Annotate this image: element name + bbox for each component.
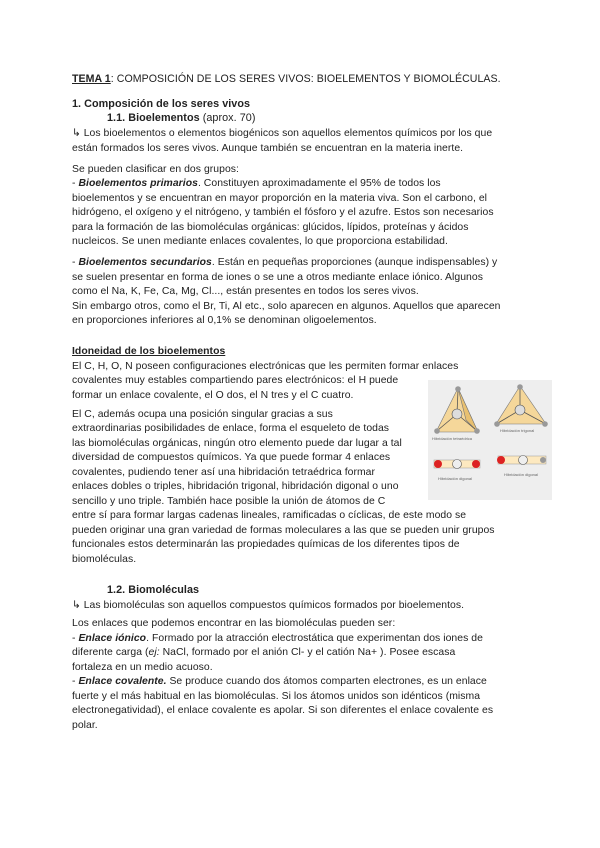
paragraph-line: formar un enlace covalente, el O dos, el N tres y el C cuatro. (72, 390, 354, 401)
title-text: : COMPOSICIÓN DE LOS SERES VIVOS: BIOELEMENTOS Y BIOMOLÉCULAS. (110, 73, 501, 85)
secundarios-label: Bioelementos secundarios (78, 257, 212, 268)
title-label: TEMA 1 (72, 73, 111, 85)
figure-caption: Hibridación trigonal (500, 428, 535, 433)
paragraph-line: ↳ Los bioelementos o elementos biogénicos son aquellos elementos químicos por los que (72, 128, 493, 139)
paragraph-line: - Bioelementos secundarios. Están en pequeñas proporciones (aunque indispensables) y (72, 257, 498, 268)
subsection-heading (107, 112, 255, 125)
subsection-title: 1.1. Bioelementos (107, 112, 200, 124)
subsection-heading: 1.2. Biomoléculas (107, 584, 200, 596)
section-heading: 1. Composición de los seres vivos (72, 98, 251, 110)
covalente-label: Enlace covalente. (78, 676, 167, 687)
paragraph-line: - Bioelementos primarios. Constituyen aproximadamente el 95% de todos los (72, 178, 441, 189)
paragraph-line: El C, además ocupa una posición singular gracias a sus (72, 409, 333, 420)
paragraph-line: biomoléculas. (72, 554, 137, 565)
paragraph-line: ↳ Las biomoléculas son aquellos compuestos químicos formados por bioelementos. (72, 600, 465, 611)
paragraph-line: nucleicos. Se unen mediante enlaces covalentes, lo que proporciona estabilidad. (72, 236, 448, 247)
paragraph-line: - Enlace covalente. Se produce cuando dos átomos comparten electrones, es un enlace (72, 676, 487, 687)
carbon-hybridization-figure (428, 380, 552, 500)
paragraph-line: sencillo y uno triple. También hace posible la unión de átomos de C (72, 496, 386, 507)
paragraph-line: covalentes muy estables compartiendo pares electrónicos: el H puede (72, 375, 399, 386)
paragraph-line: Sin embargo otros, como el Br, Ti, Al etc., solo aparecen en algunos. Aquellos que aparecen (72, 301, 501, 312)
subsection-note: (aprox. 70) (199, 112, 256, 124)
paragraph-line: enlaces dobles o triples, hibridación trigonal, hibridación digonal o uno (72, 481, 399, 492)
digonal-model-right (497, 456, 546, 465)
paragraph-line: pueden originar una gran variedad de formas moleculares a las que se pueden unir grupos (72, 525, 495, 536)
paragraph-line: entre sí para formar largas cadenas lineales, ramificadas o cíclicas, de este modo se (72, 510, 467, 521)
paragraph-line: covalentes, pudiendo tener así una hibridación tetraédrica formar (72, 467, 376, 478)
tetrahedral-model (434, 386, 480, 434)
paragraph-line: funcionales estos determinarán las propiedades químicas de los diferentes tipos de (72, 539, 460, 550)
paragraph-line: fortaleza en un medio acuoso. (72, 662, 213, 673)
paragraph-line: diferente carga (ej: NaCl, formado por el anión Cl- y el catión Na+ ). Posee escasa (72, 647, 456, 658)
paragraph-line: electronegatividad), el enlace covalente es apolar. Si son diferentes el enlace covalente es (72, 705, 494, 716)
figure-caption: Hibridación tetraédrica (432, 436, 473, 441)
paragraph-line: como el Na, K, Fe, Ca, Mg, Cl..., están presentes en todos los seres vivos. (72, 286, 419, 297)
ionico-label: Enlace iónico (78, 633, 147, 644)
document-title (72, 73, 501, 86)
paragraph-line: en proporciones inferiores al 0,1% se denominan oligoelementos. (72, 315, 377, 326)
paragraph-line: - Enlace iónico. Formado por la atracción electrostática que experimentan dos iones de (72, 633, 483, 644)
paragraph-line: polar. (72, 720, 98, 731)
paragraph-line: extraordinarias posibilidades de enlace, forma el esqueleto de todas (72, 423, 390, 434)
paragraph-line: para la formación de las biomoléculas orgánicas: glúcidos, lípidos, proteínas y ácidos (72, 222, 469, 233)
paragraph-line: Los enlaces que podemos encontrar en las biomoléculas pueden ser: (72, 618, 396, 629)
primarios-label: Bioelementos primarios (78, 178, 198, 189)
hybridization-diagram (428, 380, 552, 500)
paragraph-line: hidrógeno, el oxígeno y el nitrógeno, y también el fósforo y el azufre. Estos son necesarios (72, 207, 494, 218)
digonal-model-left (434, 460, 480, 469)
paragraph-line: diversidad de compuestos químicos. Ya que puede formar 4 enlaces (72, 452, 391, 463)
paragraph-line: se suelen presentar en forma de iones o se une a otros mediante enlace iónico. Algunos (72, 272, 483, 283)
figure-caption: Hibridación digonal (438, 476, 473, 481)
paragraph-line: bioelementos y se encuentran en mayor proporción en la materia viva. Son el carbono, el (72, 193, 488, 204)
idoneidad-heading: Idoneidad de los bioelementos (72, 346, 226, 357)
paragraph-line: Se pueden clasificar en dos grupos: (72, 164, 239, 175)
paragraph-line: fuerte y el más habitual en las biomoléculas. Si los átomos unidos son idénticos (misma (72, 691, 481, 702)
paragraph-line: las biomoléculas orgánicas, ningún otro elemento puede dar lugar a tal (72, 438, 402, 449)
trigonal-model (494, 384, 548, 427)
paragraph-line: están formados los seres vivos. Aunque también se encuentran en la materia inerte. (72, 143, 464, 154)
figure-caption: Hibridación digonal (504, 472, 539, 477)
paragraph-line: El C, H, O, N poseen configuraciones electrónicas que les permiten formar enlaces (72, 361, 459, 372)
